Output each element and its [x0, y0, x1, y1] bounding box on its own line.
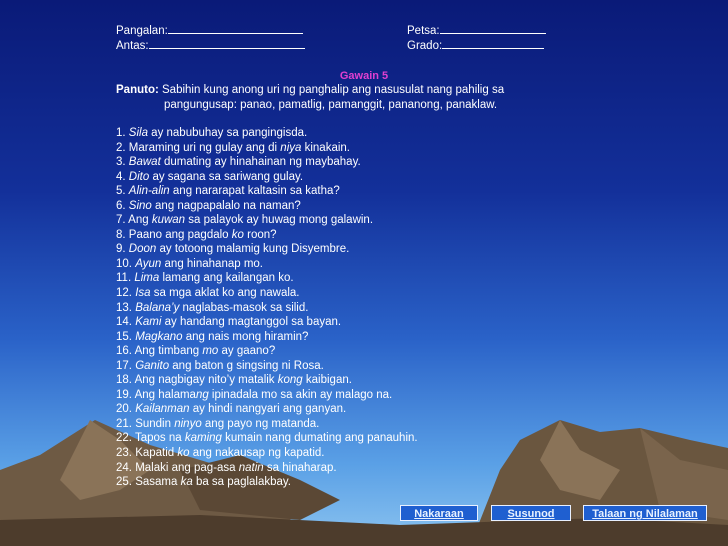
question-text: ay sagana sa sariwang gulay. [149, 170, 304, 183]
question-text: Ang nagbigay nito’y matalik [134, 374, 278, 387]
question-text: ang payo ng matanda. [201, 417, 320, 430]
question-text: Ang [128, 214, 152, 227]
question-item [116, 228, 418, 243]
pronoun-italic: Alin-alin [128, 185, 170, 198]
pronoun-italic: Magkano [135, 330, 183, 343]
question-item [116, 330, 418, 345]
question-item [116, 141, 418, 156]
question-item [116, 184, 418, 199]
question-number: 8. [116, 228, 126, 241]
question-item [116, 344, 418, 359]
question-number: 18. [116, 374, 132, 387]
level-field[interactable] [116, 38, 305, 52]
question-text: ang nararapat kaltasin sa katha? [169, 185, 340, 198]
name-label: Pangalan: [116, 25, 168, 37]
question-text: ang baton g singsing ni Rosa. [169, 359, 324, 372]
question-text: Malaki ang pag-asa [135, 461, 239, 474]
pronoun-italic: ko [231, 228, 244, 241]
question-text: ba sa paglalakbay. [192, 476, 291, 489]
grade-blank[interactable] [442, 38, 544, 49]
question-item [116, 359, 418, 374]
question-text: kaibigan. [302, 374, 352, 387]
directions-text-line2: pangungusap: panao, pamatlig, pamanggit, pananong, panaklaw. [164, 98, 498, 111]
question-list [116, 126, 418, 490]
date-field[interactable] [407, 23, 546, 37]
question-text: ay gaano? [218, 345, 276, 358]
pronoun-italic: Bawat [128, 156, 161, 169]
name-field[interactable] [116, 23, 303, 37]
question-item [116, 126, 418, 141]
question-text: ay totoong malamig kung Disyembre. [156, 243, 350, 256]
pronoun-italic: kuwan [151, 214, 186, 227]
directions-text-line1: Sabihin kung anong uri ng panghalip ang nasusulat nang pahilig sa [162, 84, 505, 96]
pronoun-italic: mo [202, 345, 219, 358]
grade-label: Grado: [407, 40, 443, 52]
name-blank[interactable] [168, 23, 303, 34]
pronoun-italic: Kailanman [135, 403, 190, 416]
question-item [116, 402, 418, 417]
question-item [116, 417, 418, 432]
question-text: ay hindi nangyari ang ganyan. [189, 403, 347, 416]
question-item [116, 475, 418, 490]
previous-button[interactable]: Nakaraan [400, 505, 478, 521]
question-text: ang nagpapalalo na naman? [151, 199, 301, 212]
question-item [116, 446, 418, 461]
question-number: 24. [116, 461, 132, 474]
pronoun-italic: ko [177, 447, 190, 460]
question-item [116, 155, 418, 170]
question-text: sa mga aklat ko ang nawala. [150, 287, 300, 300]
question-text: kumain nang dumating ang panauhin. [221, 432, 418, 445]
pronoun-italic: Dito [128, 170, 150, 183]
question-text: sa palayok ay huwag mong galawin. [185, 214, 374, 227]
question-item [116, 461, 418, 476]
date-label: Petsa: [407, 25, 440, 37]
question-text: Kapatid [135, 447, 178, 460]
question-text: Maraming uri ng gulay ang di [128, 141, 281, 154]
pronoun-italic: Balana’y [135, 301, 180, 314]
question-item [116, 286, 418, 301]
pronoun-italic: Doon [128, 243, 157, 256]
question-item [116, 271, 418, 286]
question-number: 20. [116, 403, 132, 416]
question-item [116, 242, 418, 257]
question-item [116, 373, 418, 388]
question-number: 6. [116, 199, 126, 212]
question-item [116, 257, 418, 272]
directions [116, 83, 504, 112]
question-text: Tapos na [135, 432, 185, 445]
question-text: ang hinahanap mo. [161, 257, 263, 270]
pronoun-italic: Sino [128, 199, 152, 212]
question-item [116, 431, 418, 446]
question-text: sa hinaharap. [263, 461, 337, 474]
question-number: 25. [116, 476, 132, 489]
question-item [116, 301, 418, 316]
question-text: Ang halama [134, 388, 196, 401]
question-number: 15. [116, 330, 132, 343]
question-text: lamang ang kailangan ko. [159, 272, 294, 285]
question-item [116, 388, 418, 403]
pronoun-italic: Kami [135, 316, 162, 329]
date-blank[interactable] [440, 23, 546, 34]
pronoun-italic: natin [238, 461, 264, 474]
pronoun-italic: niya [280, 141, 302, 154]
question-text: Sundin [135, 417, 175, 430]
level-label: Antas: [116, 40, 149, 52]
question-number: 19. [116, 388, 132, 401]
question-text: ipinadala mo sa akin ay malago na. [208, 388, 393, 401]
question-item [116, 315, 418, 330]
grade-field[interactable] [407, 38, 544, 52]
question-text: dumating ay hinahainan ng maybahay. [160, 156, 361, 169]
pronoun-italic: kaming [184, 432, 222, 445]
question-text: Paano ang pagdalo [128, 228, 232, 241]
directions-label: Panuto: [116, 84, 159, 96]
question-text: Sasama [135, 476, 181, 489]
question-text: naglabas-masok sa silid. [179, 301, 309, 314]
question-number: 3. [116, 156, 126, 169]
question-number: 22. [116, 432, 132, 445]
question-number: 12. [116, 287, 132, 300]
question-item [116, 213, 418, 228]
pronoun-italic: Isa [135, 287, 151, 300]
question-number: 7. [116, 214, 126, 227]
question-number: 2. [116, 141, 126, 154]
pronoun-italic: Sila [128, 127, 148, 139]
question-number: 16. [116, 345, 132, 358]
question-number: 17. [116, 359, 132, 372]
pronoun-italic: Ganito [135, 359, 170, 372]
pronoun-italic: Ayun [135, 257, 162, 270]
question-item [116, 199, 418, 214]
pronoun-italic: kong [277, 374, 303, 387]
question-number: 4. [116, 170, 126, 183]
question-number: 21. [116, 417, 132, 430]
pronoun-italic: ninyo [174, 417, 202, 430]
question-number: 1. [116, 127, 126, 139]
question-text: ang nakausap ng kapatid. [189, 447, 325, 460]
pronoun-italic: ng [195, 388, 209, 401]
question-text: ang nais mong hiramin? [182, 330, 309, 343]
question-text: ay handang magtanggol sa bayan. [161, 316, 342, 329]
question-number: 5. [116, 185, 126, 198]
next-button[interactable]: Susunod [491, 505, 571, 521]
level-blank[interactable] [149, 38, 305, 49]
question-number: 13. [116, 301, 132, 314]
question-number: 11. [116, 272, 132, 285]
question-number: 10. [116, 257, 132, 270]
question-text: kinakain. [301, 141, 350, 154]
table-of-contents-button[interactable]: Talaan ng Nilalaman [583, 505, 707, 521]
question-number: 9. [116, 243, 126, 256]
activity-title: Gawain 5 [339, 70, 389, 82]
question-text: ay nabubuhay sa pangingisda. [147, 127, 308, 139]
question-number: 23. [116, 447, 132, 460]
question-number: 14. [116, 316, 132, 329]
pronoun-italic: ka [180, 476, 193, 489]
question-text: roon? [243, 228, 277, 241]
pronoun-italic: Lima [134, 272, 160, 285]
question-text: Ang timbang [134, 345, 203, 358]
question-item [116, 170, 418, 185]
